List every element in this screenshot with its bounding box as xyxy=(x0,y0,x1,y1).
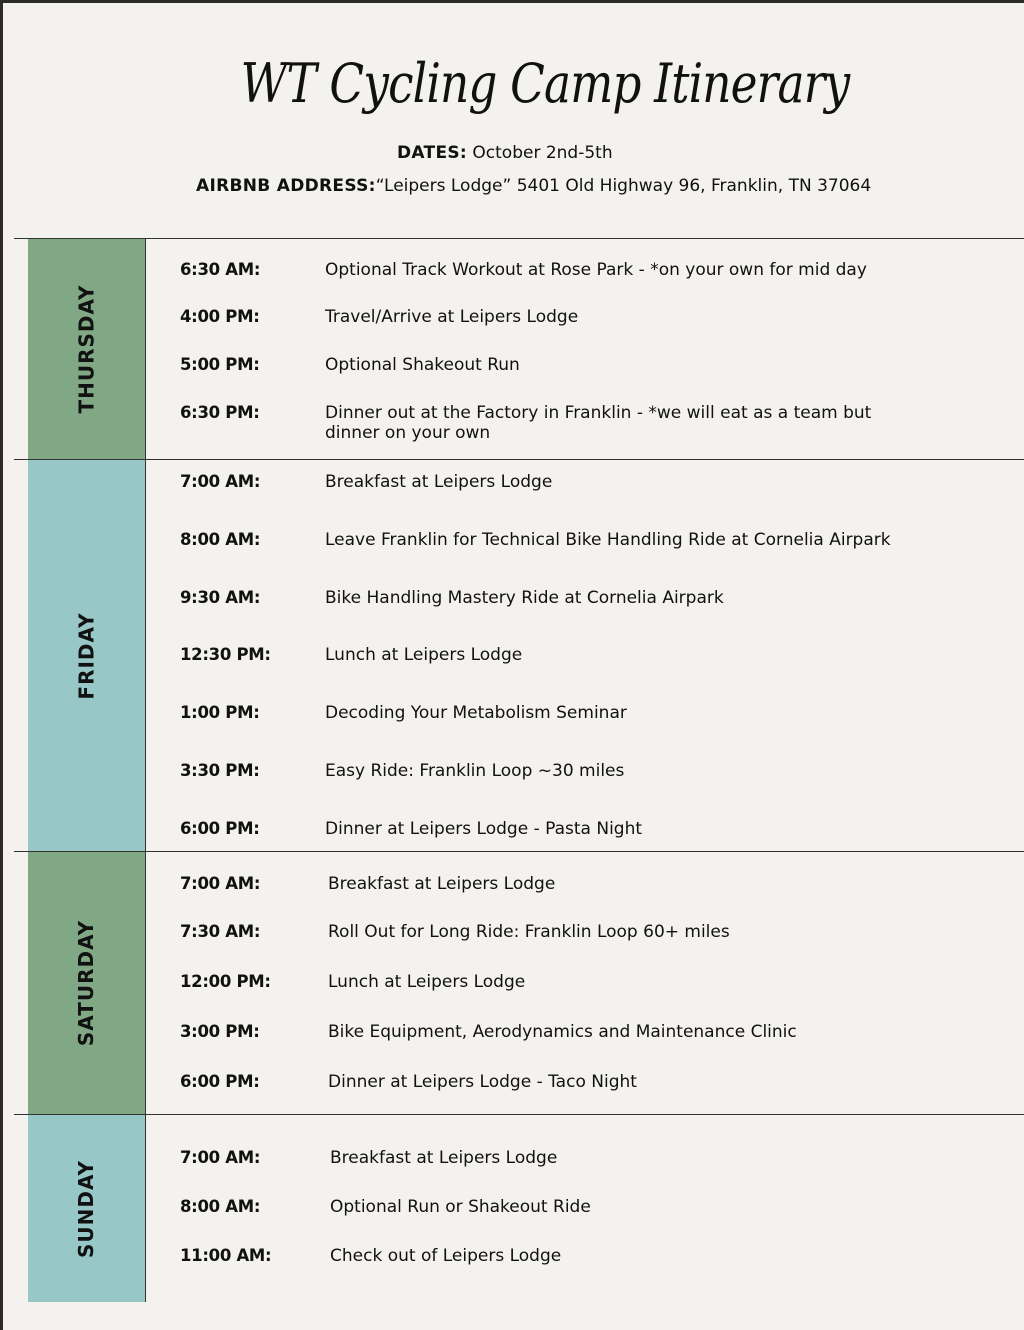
entry-description: Easy Ride: Franklin Loop ~30 miles xyxy=(325,761,625,781)
page-border-top xyxy=(0,0,1024,3)
entry-time: 6:00 PM: xyxy=(180,819,260,838)
entry-time: 7:30 AM: xyxy=(180,922,261,941)
entry-time: 3:30 PM: xyxy=(180,761,260,780)
entry-description: Dinner at Leipers Lodge - Pasta Night xyxy=(325,819,643,839)
divider xyxy=(14,1114,1024,1115)
entry-time: 1:00 PM: xyxy=(180,703,260,722)
entry-time: 4:00 PM: xyxy=(180,307,260,326)
divider xyxy=(14,238,1024,239)
address-line xyxy=(196,176,871,196)
entry-time: 8:00 AM: xyxy=(180,530,261,549)
entry-description: Breakfast at Leipers Lodge xyxy=(328,874,556,894)
entry-time: 8:00 AM: xyxy=(180,1197,261,1216)
entry-description: Optional Shakeout Run xyxy=(325,355,520,375)
entry-time: 6:30 AM: xyxy=(180,260,261,279)
day-label: THURSDAY xyxy=(74,284,99,414)
entry-time: 12:30 PM: xyxy=(180,645,271,664)
dates-line xyxy=(397,143,613,163)
divider xyxy=(14,459,1024,460)
entry-description: Check out of Leipers Lodge xyxy=(330,1246,562,1266)
entry-time: 5:00 PM: xyxy=(180,355,260,374)
entry-description: Breakfast at Leipers Lodge xyxy=(330,1148,558,1168)
entry-time: 6:30 PM: xyxy=(180,403,260,422)
entry-description: Breakfast at Leipers Lodge xyxy=(325,472,553,492)
page-title: WT Cycling Camp Itinerary xyxy=(240,52,850,115)
day-band-thursday xyxy=(28,239,145,459)
entry-time: 11:00 AM: xyxy=(180,1246,272,1265)
entry-time: 3:00 PM: xyxy=(180,1022,260,1041)
entry-description: Bike Equipment, Aerodynamics and Maintenance Clinic xyxy=(328,1022,797,1042)
entry-time: 7:00 AM: xyxy=(180,472,261,491)
entry-time: 12:00 PM: xyxy=(180,972,271,991)
entry-description: Decoding Your Metabolism Seminar xyxy=(325,703,627,723)
entry-description: Roll Out for Long Ride: Franklin Loop 60+ miles xyxy=(328,922,730,942)
day-band-sunday xyxy=(28,1115,145,1302)
entry-description: Optional Run or Shakeout Ride xyxy=(330,1197,591,1217)
entry-description: Lunch at Leipers Lodge xyxy=(325,645,523,665)
day-band-friday xyxy=(28,460,145,851)
entry-description: Leave Franklin for Technical Bike Handling Ride at Cornelia Airpark xyxy=(325,530,891,550)
entry-description: Bike Handling Mastery Ride at Cornelia Airpark xyxy=(325,588,724,608)
entry-description: Dinner out at the Factory in Franklin - *we will eat as a team but dinner on your own xyxy=(325,403,872,443)
entry-time: 7:00 AM: xyxy=(180,1148,261,1167)
entry-time: 6:00 PM: xyxy=(180,1072,260,1091)
page-border-left xyxy=(0,0,3,1330)
divider xyxy=(14,851,1024,852)
day-label: FRIDAY xyxy=(74,611,99,700)
column-divider xyxy=(145,238,146,1302)
entry-time: 9:30 AM: xyxy=(180,588,261,607)
day-label: SUNDAY xyxy=(74,1159,99,1258)
day-band-saturday xyxy=(28,852,145,1114)
day-label: SATURDAY xyxy=(74,919,99,1047)
dates-value: October 2nd-5th xyxy=(472,143,613,163)
entry-description: Travel/Arrive at Leipers Lodge xyxy=(325,307,579,327)
entry-description: Dinner at Leipers Lodge - Taco Night xyxy=(328,1072,637,1092)
address-label: AIRBNB ADDRESS: xyxy=(196,176,376,196)
entry-time: 7:00 AM: xyxy=(180,874,261,893)
entry-description: Optional Track Workout at Rose Park - *on your own for mid day xyxy=(325,260,867,280)
entry-description: Lunch at Leipers Lodge xyxy=(328,972,526,992)
dates-label: DATES: xyxy=(397,143,467,163)
address-value: “Leipers Lodge” 5401 Old Highway 96, Franklin, TN 37064 xyxy=(375,176,872,196)
